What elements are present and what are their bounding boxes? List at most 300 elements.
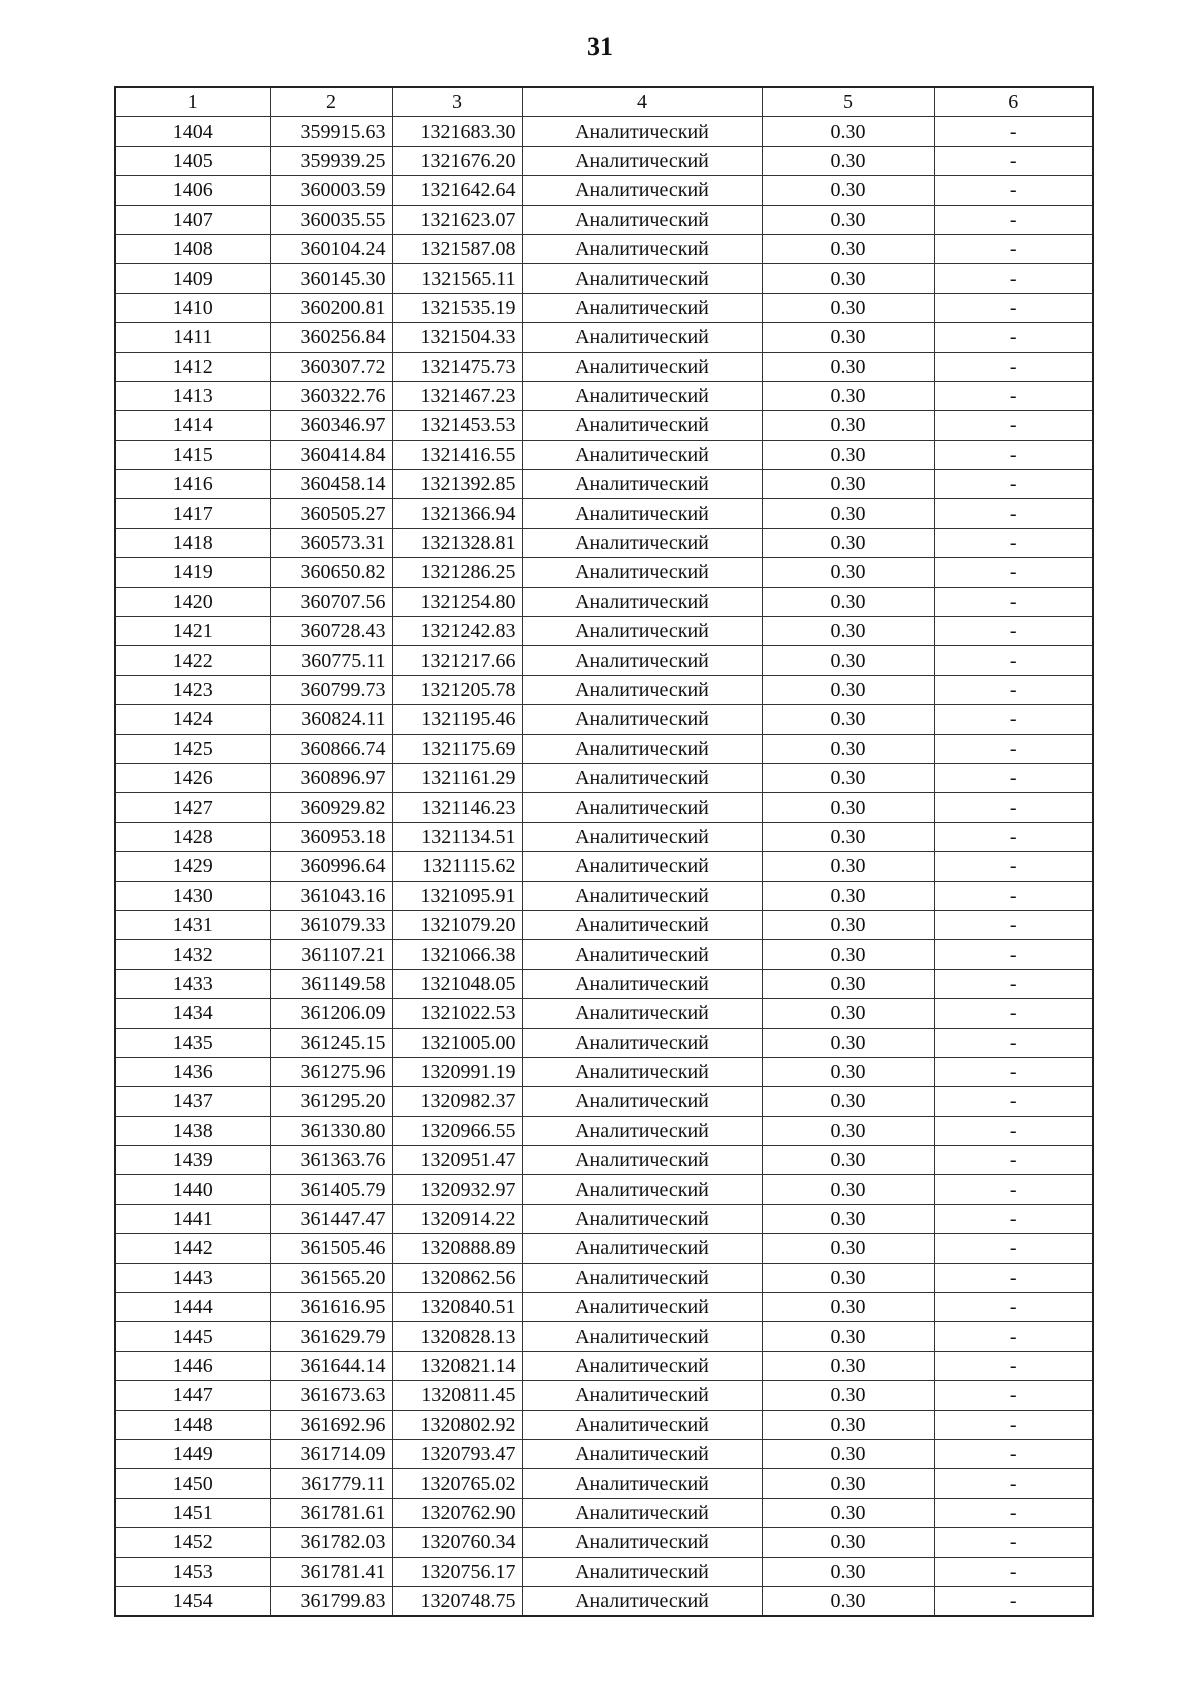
column-header-2: 2 xyxy=(270,87,392,117)
note-cell: - xyxy=(934,1116,1093,1145)
point-number-cell: 1430 xyxy=(115,881,270,910)
note-cell: - xyxy=(934,440,1093,469)
table-row xyxy=(115,587,1093,616)
method-cell: Аналитический xyxy=(522,675,762,704)
note-cell: - xyxy=(934,205,1093,234)
y-coordinate-cell: 1321676.20 xyxy=(392,146,522,175)
note-cell: - xyxy=(934,264,1093,293)
accuracy-cell: 0.30 xyxy=(762,146,934,175)
note-cell: - xyxy=(934,1528,1093,1557)
x-coordinate-cell: 361405.79 xyxy=(270,1175,392,1204)
method-cell: Аналитический xyxy=(522,411,762,440)
page-number: 31 xyxy=(587,32,613,61)
point-number-cell: 1452 xyxy=(115,1528,270,1557)
method-cell: Аналитический xyxy=(522,940,762,969)
point-number-cell: 1411 xyxy=(115,323,270,352)
point-number-cell: 1414 xyxy=(115,411,270,440)
x-coordinate-cell: 360200.81 xyxy=(270,293,392,322)
point-number-cell: 1427 xyxy=(115,793,270,822)
point-number-cell: 1418 xyxy=(115,528,270,557)
table-row xyxy=(115,1439,1093,1468)
method-cell: Аналитический xyxy=(522,470,762,499)
table-row xyxy=(115,117,1093,146)
accuracy-cell: 0.30 xyxy=(762,675,934,704)
x-coordinate-cell: 360104.24 xyxy=(270,234,392,263)
x-coordinate-cell: 361275.96 xyxy=(270,1057,392,1086)
note-cell: - xyxy=(934,1175,1093,1204)
x-coordinate-cell: 359939.25 xyxy=(270,146,392,175)
method-cell: Аналитический xyxy=(522,1234,762,1263)
accuracy-cell: 0.30 xyxy=(762,234,934,263)
table-row xyxy=(115,1322,1093,1351)
y-coordinate-cell: 1320888.89 xyxy=(392,1234,522,1263)
accuracy-cell: 0.30 xyxy=(762,264,934,293)
y-coordinate-cell: 1321286.25 xyxy=(392,558,522,587)
point-number-cell: 1453 xyxy=(115,1557,270,1586)
y-coordinate-cell: 1320793.47 xyxy=(392,1439,522,1468)
column-header-5: 5 xyxy=(762,87,934,117)
note-cell: - xyxy=(934,117,1093,146)
x-coordinate-cell: 361107.21 xyxy=(270,940,392,969)
note-cell: - xyxy=(934,470,1093,499)
table-row xyxy=(115,205,1093,234)
accuracy-cell: 0.30 xyxy=(762,734,934,763)
note-cell: - xyxy=(934,910,1093,939)
point-number-cell: 1444 xyxy=(115,1293,270,1322)
method-cell: Аналитический xyxy=(522,1146,762,1175)
method-cell: Аналитический xyxy=(522,1528,762,1557)
y-coordinate-cell: 1321642.64 xyxy=(392,176,522,205)
point-number-cell: 1426 xyxy=(115,763,270,792)
point-number-cell: 1425 xyxy=(115,734,270,763)
point-number-cell: 1421 xyxy=(115,617,270,646)
accuracy-cell: 0.30 xyxy=(762,1351,934,1380)
accuracy-cell: 0.30 xyxy=(762,822,934,851)
table-row xyxy=(115,528,1093,557)
note-cell: - xyxy=(934,176,1093,205)
note-cell: - xyxy=(934,323,1093,352)
accuracy-cell: 0.30 xyxy=(762,1469,934,1498)
accuracy-cell: 0.30 xyxy=(762,1410,934,1439)
note-cell: - xyxy=(934,411,1093,440)
y-coordinate-cell: 1321392.85 xyxy=(392,470,522,499)
x-coordinate-cell: 361781.41 xyxy=(270,1557,392,1586)
point-number-cell: 1451 xyxy=(115,1498,270,1527)
method-cell: Аналитический xyxy=(522,1175,762,1204)
x-coordinate-cell: 361206.09 xyxy=(270,999,392,1028)
note-cell: - xyxy=(934,969,1093,998)
table-row xyxy=(115,293,1093,322)
x-coordinate-cell: 360799.73 xyxy=(270,675,392,704)
note-cell: - xyxy=(934,1057,1093,1086)
accuracy-cell: 0.30 xyxy=(762,381,934,410)
note-cell: - xyxy=(934,1439,1093,1468)
x-coordinate-cell: 360775.11 xyxy=(270,646,392,675)
point-number-cell: 1435 xyxy=(115,1028,270,1057)
y-coordinate-cell: 1320966.55 xyxy=(392,1116,522,1145)
point-number-cell: 1406 xyxy=(115,176,270,205)
y-coordinate-cell: 1320932.97 xyxy=(392,1175,522,1204)
accuracy-cell: 0.30 xyxy=(762,440,934,469)
y-coordinate-cell: 1321565.11 xyxy=(392,264,522,293)
x-coordinate-cell: 360505.27 xyxy=(270,499,392,528)
method-cell: Аналитический xyxy=(522,1322,762,1351)
accuracy-cell: 0.30 xyxy=(762,793,934,822)
note-cell: - xyxy=(934,793,1093,822)
table-row xyxy=(115,999,1093,1028)
method-cell: Аналитический xyxy=(522,1410,762,1439)
y-coordinate-cell: 1321328.81 xyxy=(392,528,522,557)
point-number-cell: 1424 xyxy=(115,705,270,734)
point-number-cell: 1442 xyxy=(115,1234,270,1263)
table-row xyxy=(115,793,1093,822)
y-coordinate-cell: 1321115.62 xyxy=(392,852,522,881)
accuracy-cell: 0.30 xyxy=(762,470,934,499)
note-cell: - xyxy=(934,1381,1093,1410)
method-cell: Аналитический xyxy=(522,1557,762,1586)
y-coordinate-cell: 1320821.14 xyxy=(392,1351,522,1380)
method-cell: Аналитический xyxy=(522,734,762,763)
x-coordinate-cell: 361714.09 xyxy=(270,1439,392,1468)
y-coordinate-cell: 1321066.38 xyxy=(392,940,522,969)
method-cell: Аналитический xyxy=(522,822,762,851)
note-cell: - xyxy=(934,352,1093,381)
point-number-cell: 1454 xyxy=(115,1586,270,1616)
table-row xyxy=(115,1116,1093,1145)
note-cell: - xyxy=(934,1469,1093,1498)
point-number-cell: 1450 xyxy=(115,1469,270,1498)
table-row xyxy=(115,176,1093,205)
y-coordinate-cell: 1321242.83 xyxy=(392,617,522,646)
accuracy-cell: 0.30 xyxy=(762,617,934,646)
y-coordinate-cell: 1321195.46 xyxy=(392,705,522,734)
method-cell: Аналитический xyxy=(522,264,762,293)
column-header-1: 1 xyxy=(115,87,270,117)
method-cell: Аналитический xyxy=(522,381,762,410)
table-row xyxy=(115,323,1093,352)
point-number-cell: 1408 xyxy=(115,234,270,263)
method-cell: Аналитический xyxy=(522,1263,762,1292)
accuracy-cell: 0.30 xyxy=(762,646,934,675)
table-row xyxy=(115,470,1093,499)
accuracy-cell: 0.30 xyxy=(762,1439,934,1468)
x-coordinate-cell: 361799.83 xyxy=(270,1586,392,1616)
column-header-3: 3 xyxy=(392,87,522,117)
table-row xyxy=(115,1204,1093,1233)
method-cell: Аналитический xyxy=(522,910,762,939)
x-coordinate-cell: 360307.72 xyxy=(270,352,392,381)
point-number-cell: 1423 xyxy=(115,675,270,704)
column-header-6: 6 xyxy=(934,87,1093,117)
y-coordinate-cell: 1321175.69 xyxy=(392,734,522,763)
point-number-cell: 1432 xyxy=(115,940,270,969)
method-cell: Аналитический xyxy=(522,352,762,381)
accuracy-cell: 0.30 xyxy=(762,117,934,146)
y-coordinate-cell: 1321504.33 xyxy=(392,323,522,352)
accuracy-cell: 0.30 xyxy=(762,1322,934,1351)
point-number-cell: 1445 xyxy=(115,1322,270,1351)
note-cell: - xyxy=(934,1028,1093,1057)
method-cell: Аналитический xyxy=(522,1469,762,1498)
note-cell: - xyxy=(934,1204,1093,1233)
y-coordinate-cell: 1320762.90 xyxy=(392,1498,522,1527)
y-coordinate-cell: 1320914.22 xyxy=(392,1204,522,1233)
table-row xyxy=(115,1234,1093,1263)
method-cell: Аналитический xyxy=(522,440,762,469)
x-coordinate-cell: 360414.84 xyxy=(270,440,392,469)
accuracy-cell: 0.30 xyxy=(762,205,934,234)
accuracy-cell: 0.30 xyxy=(762,1498,934,1527)
x-coordinate-cell: 360256.84 xyxy=(270,323,392,352)
note-cell: - xyxy=(934,617,1093,646)
y-coordinate-cell: 1320828.13 xyxy=(392,1322,522,1351)
x-coordinate-cell: 361149.58 xyxy=(270,969,392,998)
table-row xyxy=(115,440,1093,469)
method-cell: Аналитический xyxy=(522,146,762,175)
accuracy-cell: 0.30 xyxy=(762,1263,934,1292)
accuracy-cell: 0.30 xyxy=(762,852,934,881)
point-number-cell: 1429 xyxy=(115,852,270,881)
note-cell: - xyxy=(934,763,1093,792)
table-row xyxy=(115,881,1093,910)
accuracy-cell: 0.30 xyxy=(762,1293,934,1322)
accuracy-cell: 0.30 xyxy=(762,1175,934,1204)
table-row xyxy=(115,705,1093,734)
point-number-cell: 1412 xyxy=(115,352,270,381)
point-number-cell: 1439 xyxy=(115,1146,270,1175)
table-row xyxy=(115,1351,1093,1380)
x-coordinate-cell: 361565.20 xyxy=(270,1263,392,1292)
y-coordinate-cell: 1320748.75 xyxy=(392,1586,522,1616)
table-row xyxy=(115,1293,1093,1322)
x-coordinate-cell: 361629.79 xyxy=(270,1322,392,1351)
point-number-cell: 1410 xyxy=(115,293,270,322)
y-coordinate-cell: 1321217.66 xyxy=(392,646,522,675)
table-row xyxy=(115,1146,1093,1175)
y-coordinate-cell: 1321048.05 xyxy=(392,969,522,998)
y-coordinate-cell: 1321134.51 xyxy=(392,822,522,851)
y-coordinate-cell: 1321254.80 xyxy=(392,587,522,616)
x-coordinate-cell: 360458.14 xyxy=(270,470,392,499)
y-coordinate-cell: 1321587.08 xyxy=(392,234,522,263)
point-number-cell: 1438 xyxy=(115,1116,270,1145)
accuracy-cell: 0.30 xyxy=(762,411,934,440)
accuracy-cell: 0.30 xyxy=(762,1381,934,1410)
x-coordinate-cell: 361782.03 xyxy=(270,1528,392,1557)
y-coordinate-cell: 1320765.02 xyxy=(392,1469,522,1498)
accuracy-cell: 0.30 xyxy=(762,1087,934,1116)
note-cell: - xyxy=(934,1498,1093,1527)
accuracy-cell: 0.30 xyxy=(762,1586,934,1616)
x-coordinate-cell: 361673.63 xyxy=(270,1381,392,1410)
note-cell: - xyxy=(934,1293,1093,1322)
x-coordinate-cell: 361245.15 xyxy=(270,1028,392,1057)
x-coordinate-cell: 361295.20 xyxy=(270,1087,392,1116)
point-number-cell: 1415 xyxy=(115,440,270,469)
y-coordinate-cell: 1321095.91 xyxy=(392,881,522,910)
point-number-cell: 1434 xyxy=(115,999,270,1028)
table-row xyxy=(115,264,1093,293)
method-cell: Аналитический xyxy=(522,234,762,263)
table-row xyxy=(115,381,1093,410)
method-cell: Аналитический xyxy=(522,587,762,616)
note-cell: - xyxy=(934,381,1093,410)
y-coordinate-cell: 1320811.45 xyxy=(392,1381,522,1410)
table-row xyxy=(115,969,1093,998)
method-cell: Аналитический xyxy=(522,763,762,792)
y-coordinate-cell: 1321022.53 xyxy=(392,999,522,1028)
method-cell: Аналитический xyxy=(522,528,762,557)
table-row xyxy=(115,675,1093,704)
method-cell: Аналитический xyxy=(522,1116,762,1145)
table-row xyxy=(115,1028,1093,1057)
table-row xyxy=(115,852,1093,881)
accuracy-cell: 0.30 xyxy=(762,293,934,322)
x-coordinate-cell: 360035.55 xyxy=(270,205,392,234)
x-coordinate-cell: 360896.97 xyxy=(270,763,392,792)
x-coordinate-cell: 361781.61 xyxy=(270,1498,392,1527)
note-cell: - xyxy=(934,734,1093,763)
method-cell: Аналитический xyxy=(522,1028,762,1057)
y-coordinate-cell: 1320760.34 xyxy=(392,1528,522,1557)
point-number-cell: 1437 xyxy=(115,1087,270,1116)
table-row xyxy=(115,1263,1093,1292)
method-cell: Аналитический xyxy=(522,617,762,646)
table-row xyxy=(115,763,1093,792)
note-cell: - xyxy=(934,293,1093,322)
table-row xyxy=(115,734,1093,763)
method-cell: Аналитический xyxy=(522,999,762,1028)
note-cell: - xyxy=(934,1146,1093,1175)
method-cell: Аналитический xyxy=(522,1293,762,1322)
point-number-cell: 1404 xyxy=(115,117,270,146)
point-number-cell: 1448 xyxy=(115,1410,270,1439)
table-row xyxy=(115,1586,1093,1616)
accuracy-cell: 0.30 xyxy=(762,969,934,998)
point-number-cell: 1447 xyxy=(115,1381,270,1410)
x-coordinate-cell: 360573.31 xyxy=(270,528,392,557)
point-number-cell: 1440 xyxy=(115,1175,270,1204)
x-coordinate-cell: 361363.76 xyxy=(270,1146,392,1175)
y-coordinate-cell: 1321623.07 xyxy=(392,205,522,234)
accuracy-cell: 0.30 xyxy=(762,1146,934,1175)
point-number-cell: 1409 xyxy=(115,264,270,293)
method-cell: Аналитический xyxy=(522,705,762,734)
method-cell: Аналитический xyxy=(522,1586,762,1616)
y-coordinate-cell: 1321366.94 xyxy=(392,499,522,528)
method-cell: Аналитический xyxy=(522,558,762,587)
table-row xyxy=(115,646,1093,675)
y-coordinate-cell: 1320991.19 xyxy=(392,1057,522,1086)
accuracy-cell: 0.30 xyxy=(762,1204,934,1233)
method-cell: Аналитический xyxy=(522,1087,762,1116)
method-cell: Аналитический xyxy=(522,205,762,234)
column-header-4: 4 xyxy=(522,87,762,117)
x-coordinate-cell: 360728.43 xyxy=(270,617,392,646)
accuracy-cell: 0.30 xyxy=(762,910,934,939)
note-cell: - xyxy=(934,528,1093,557)
method-cell: Аналитический xyxy=(522,1057,762,1086)
note-cell: - xyxy=(934,940,1093,969)
note-cell: - xyxy=(934,146,1093,175)
y-coordinate-cell: 1320802.92 xyxy=(392,1410,522,1439)
y-coordinate-cell: 1321205.78 xyxy=(392,675,522,704)
note-cell: - xyxy=(934,1234,1093,1263)
x-coordinate-cell: 361330.80 xyxy=(270,1116,392,1145)
method-cell: Аналитический xyxy=(522,852,762,881)
accuracy-cell: 0.30 xyxy=(762,1116,934,1145)
note-cell: - xyxy=(934,1322,1093,1351)
point-number-cell: 1422 xyxy=(115,646,270,675)
point-number-cell: 1417 xyxy=(115,499,270,528)
x-coordinate-cell: 361692.96 xyxy=(270,1410,392,1439)
x-coordinate-cell: 360707.56 xyxy=(270,587,392,616)
note-cell: - xyxy=(934,558,1093,587)
table-row xyxy=(115,1528,1093,1557)
x-coordinate-cell: 360346.97 xyxy=(270,411,392,440)
y-coordinate-cell: 1320982.37 xyxy=(392,1087,522,1116)
note-cell: - xyxy=(934,1087,1093,1116)
point-number-cell: 1420 xyxy=(115,587,270,616)
point-number-cell: 1431 xyxy=(115,910,270,939)
table-row xyxy=(115,910,1093,939)
y-coordinate-cell: 1321453.53 xyxy=(392,411,522,440)
accuracy-cell: 0.30 xyxy=(762,176,934,205)
accuracy-cell: 0.30 xyxy=(762,940,934,969)
note-cell: - xyxy=(934,1263,1093,1292)
note-cell: - xyxy=(934,675,1093,704)
y-coordinate-cell: 1321467.23 xyxy=(392,381,522,410)
y-coordinate-cell: 1321005.00 xyxy=(392,1028,522,1057)
x-coordinate-cell: 360866.74 xyxy=(270,734,392,763)
y-coordinate-cell: 1320951.47 xyxy=(392,1146,522,1175)
table-row xyxy=(115,1557,1093,1586)
x-coordinate-cell: 361505.46 xyxy=(270,1234,392,1263)
method-cell: Аналитический xyxy=(522,117,762,146)
x-coordinate-cell: 360929.82 xyxy=(270,793,392,822)
method-cell: Аналитический xyxy=(522,881,762,910)
point-number-cell: 1441 xyxy=(115,1204,270,1233)
table-row xyxy=(115,1498,1093,1527)
accuracy-cell: 0.30 xyxy=(762,1057,934,1086)
accuracy-cell: 0.30 xyxy=(762,323,934,352)
accuracy-cell: 0.30 xyxy=(762,1528,934,1557)
table-row xyxy=(115,234,1093,263)
note-cell: - xyxy=(934,1410,1093,1439)
table-row xyxy=(115,352,1093,381)
y-coordinate-cell: 1321475.73 xyxy=(392,352,522,381)
note-cell: - xyxy=(934,999,1093,1028)
y-coordinate-cell: 1321161.29 xyxy=(392,763,522,792)
accuracy-cell: 0.30 xyxy=(762,499,934,528)
point-number-cell: 1407 xyxy=(115,205,270,234)
point-number-cell: 1413 xyxy=(115,381,270,410)
table-row xyxy=(115,1410,1093,1439)
table-header-row xyxy=(115,87,1093,117)
x-coordinate-cell: 361447.47 xyxy=(270,1204,392,1233)
table-row xyxy=(115,617,1093,646)
note-cell: - xyxy=(934,234,1093,263)
x-coordinate-cell: 360996.64 xyxy=(270,852,392,881)
method-cell: Аналитический xyxy=(522,176,762,205)
note-cell: - xyxy=(934,587,1093,616)
method-cell: Аналитический xyxy=(522,323,762,352)
accuracy-cell: 0.30 xyxy=(762,587,934,616)
accuracy-cell: 0.30 xyxy=(762,999,934,1028)
point-number-cell: 1419 xyxy=(115,558,270,587)
note-cell: - xyxy=(934,881,1093,910)
table-row xyxy=(115,558,1093,587)
